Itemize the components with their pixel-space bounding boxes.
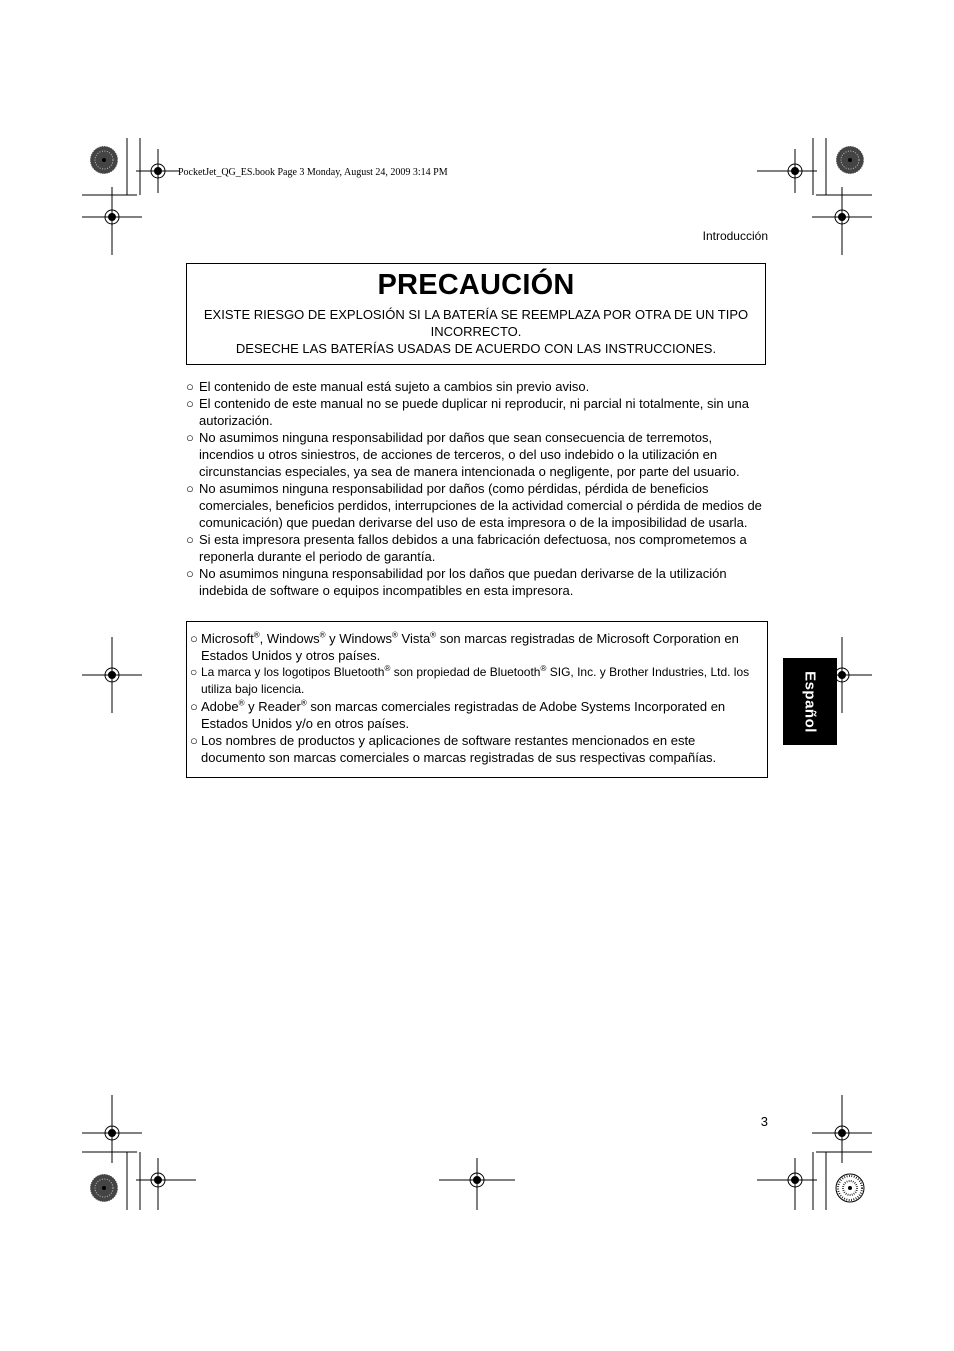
bullet-circle-icon: ○: [186, 566, 194, 581]
trademark-item: ○ La marca y los logotipos Bluetooth® son propiedad de Bluetooth® SIG, Inc. y Brother Industries, Ltd. los utiliza bajo licencia.: [190, 664, 750, 696]
bullet-circle-icon: ○: [190, 631, 198, 646]
page-number: 3: [760, 1114, 768, 1129]
caution-line-2: INCORRECTO.: [430, 324, 522, 339]
caution-title: PRECAUCIÓN: [377, 269, 575, 301]
bullet-circle-icon: ○: [190, 699, 198, 714]
notes-list: [186, 378, 768, 599]
list-item: ○ No asumimos ninguna responsabilidad por daños (como pérdidas, pérdida de beneficios comerciales, beneficios perdidos, interrupciones de la actividad comercial o pérdida de medios de comunicación) que puedan derivarse del uso de esta impresora o de la imposibilidad de usarla.: [186, 481, 762, 530]
bullet-circle-icon: ○: [186, 430, 194, 445]
list-item: ○ Si esta impresora presenta fallos debidos a una fabricación defectuosa, nos comprometemos a reponerla durante el periodo de garantía.: [186, 532, 747, 564]
bullet-circle-icon: ○: [186, 379, 194, 394]
trademark-item: ○ Adobe® y Reader® son marcas comerciales registradas de Adobe Systems Incorporated en Estados Unidos y/o en otros países.: [190, 698, 726, 731]
list-item: ○ No asumimos ninguna responsabilidad por daños que sean consecuencia de terremotos, incendios u otros siniestros, de acciones de terceros, o del uso indebido o la utilización en circunstancias especiales, ya sea de manera intencionada o negligente, por parte del usuario.: [186, 430, 740, 479]
bullet-circle-icon: ○: [186, 396, 194, 411]
section-header: Introducción: [702, 229, 768, 243]
file-info-header: PocketJet_QG_ES.book Page 3 Monday, August 24, 2009 3:14 PM: [178, 167, 448, 178]
trademark-item: ○ Microsoft®, Windows® y Windows® Vista® son marcas registradas de Microsoft Corporation en Estados Unidos y otros países.: [190, 630, 739, 663]
language-tab-label: Español: [801, 670, 819, 733]
caution-line-3: DESECHE LAS BATERÍAS USADAS DE ACUERDO CON LAS INSTRUCCIONES.: [235, 341, 717, 356]
caution-box: [186, 263, 766, 365]
bullet-circle-icon: ○: [190, 665, 198, 679]
bullet-circle-icon: ○: [190, 733, 198, 748]
bullet-circle-icon: ○: [186, 532, 194, 547]
language-side-tab: [783, 658, 837, 745]
bullet-circle-icon: ○: [186, 481, 194, 496]
list-item: ○ El contenido de este manual está sujeto a cambios sin previo aviso.: [186, 379, 590, 394]
caution-line-1: EXISTE RIESGO DE EXPLOSIÓN SI LA BATERÍA SE REEMPLAZA POR OTRA DE UN TIPO: [203, 307, 749, 322]
list-item: ○ No asumimos ninguna responsabilidad por los daños que puedan derivarse de la utilización indebida de software o equipos incompatibles en esta impresora.: [186, 566, 727, 598]
list-item: ○ El contenido de este manual no se puede duplicar ni reproducir, ni parcial ni totalmente, sin una autorización.: [186, 396, 749, 428]
trademark-item: ○ Los nombres de productos y aplicaciones de software restantes mencionados en este documento son marcas comerciales o marcas registradas de sus respectivas compañías.: [190, 733, 717, 765]
trademarks-box: [186, 621, 768, 778]
